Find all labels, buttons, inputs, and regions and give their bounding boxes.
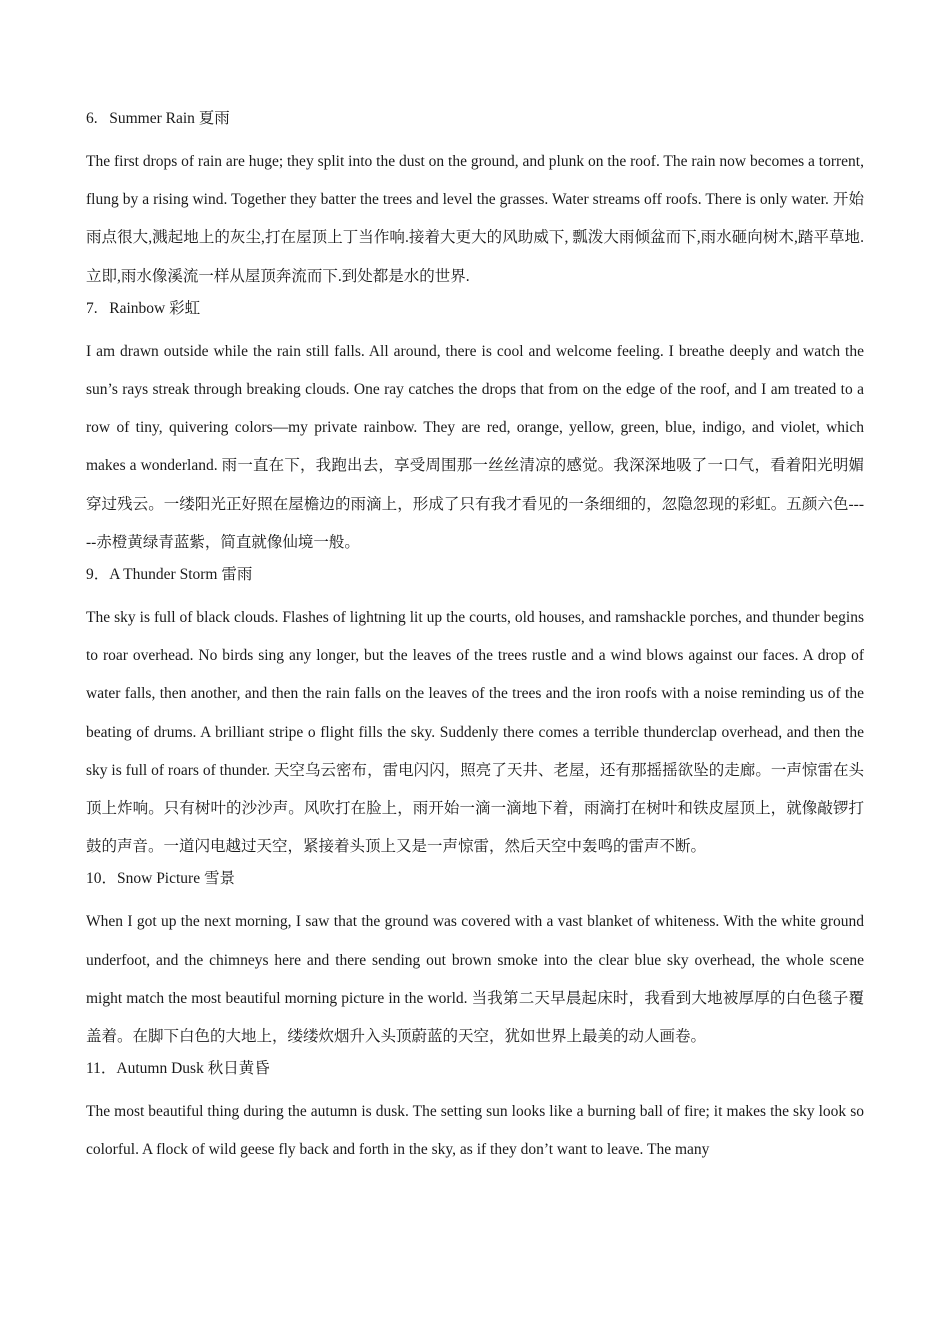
section-body: The sky is full of black clouds. Flashes of lightning lit up the courts, old houses, and ramshackle porches, and thunder begins to roar overhead. No birds sing any longer, but the leaves of the trees rustle and a wind blows against our faces. A drop of water falls, then another, and then the rain falls on the leaves of the trees and the iron roofs with a noise reminding us of the beating of drums. A brilliant stripe o flight fills the sky. Suddenly there comes a terrible thunderclap overhead, and then the sky is full of roars of thunder. 天空乌云密布，雷电闪闪，照亮了天井、老屋，还有那摇摇欲坠的走廊。一声惊雷在头顶上炸响。只有树叶的沙沙声。风吹打在脸上，雨开始一滴一滴地下着，雨滴打在树叶和铁皮屋顶上，就像敲锣打鼓的声音。一道闪电越过天空，紧接着头顶上又是一声惊雷，然后天空中轰鸣的雷声不断。 xyxy=(86,609,864,856)
section-heading: 10．Snow Picture 雪景 xyxy=(86,870,235,888)
document-page xyxy=(86,108,864,1170)
section-body: When I got up the next morning, I saw that the ground was covered with a vast blanket of whiteness. With the white ground underfoot, and the chimneys here and there sending out brown smoke into the clear blue sky overhead, the whole scene might match the most beautiful morning picture in the world. 当我第二天早晨起床时，我看到大地被厚厚的白色毯子覆盖着。在脚下白色的大地上，缕缕炊烟升入头顶蔚蓝的天空，犹如世界上最美的动人画卷。 xyxy=(86,913,864,1046)
section-heading: 9．A Thunder Storm 雷雨 xyxy=(86,566,253,584)
section-body: The most beautiful thing during the autumn is dusk. The setting sun looks like a burning ball of fire; it makes the sky look so colorful. A flock of wild geese fly back and forth in the sky, as if they don’t want to leave. The many xyxy=(86,1103,864,1159)
section-thunder-storm xyxy=(86,564,864,866)
section-autumn-dusk xyxy=(86,1058,864,1169)
section-rainbow xyxy=(86,298,864,562)
section-heading: 11．Autumn Dusk 秋日黄昏 xyxy=(86,1060,270,1078)
section-body: The first drops of rain are huge; they split into the dust on the ground, and plunk on the roof. The rain now becomes a torrent, flung by a rising wind. Together they batter the trees and level the grasses. Water streams off roofs. There is only water. 开始雨点很大,溅起地上的灰尘,打在屋顶上丁当作响.接着大更大的风助威下, 瓢泼大雨倾盆而下,雨水砸向树木,踏平草地.立即,雨水像溪流一样从屋顶奔流而下.到处都是水的世界. xyxy=(86,153,864,285)
section-summer-rain xyxy=(86,108,864,296)
section-heading: 6. Summer Rain 夏雨 xyxy=(86,110,230,127)
section-snow-picture xyxy=(86,868,864,1056)
section-body: I am drawn outside while the rain still falls. All around, there is cool and welcome feeling. I breathe deeply and watch the sun’s rays streak through breaking clouds. One ray catches the drops that from on the edge of the roof, and I am treated to a row of tiny, quivering colors—my private rainbow. They are red, orange, yellow, green, blue, indigo, and violet, which makes a wonderland. 雨一直在下，我跑出去，享受周围那一丝丝清凉的感觉。我深深地吸了一口气，看着阳光明媚穿过残云。一缕阳光正好照在屋檐边的雨滴上，形成了只有我才看见的一条细细的，忽隐忽现的彩虹。五颜六色-----赤橙黄绿青蓝紫，简直就像仙境一般。 xyxy=(86,342,864,551)
section-heading: 7. Rainbow 彩虹 xyxy=(86,299,201,317)
